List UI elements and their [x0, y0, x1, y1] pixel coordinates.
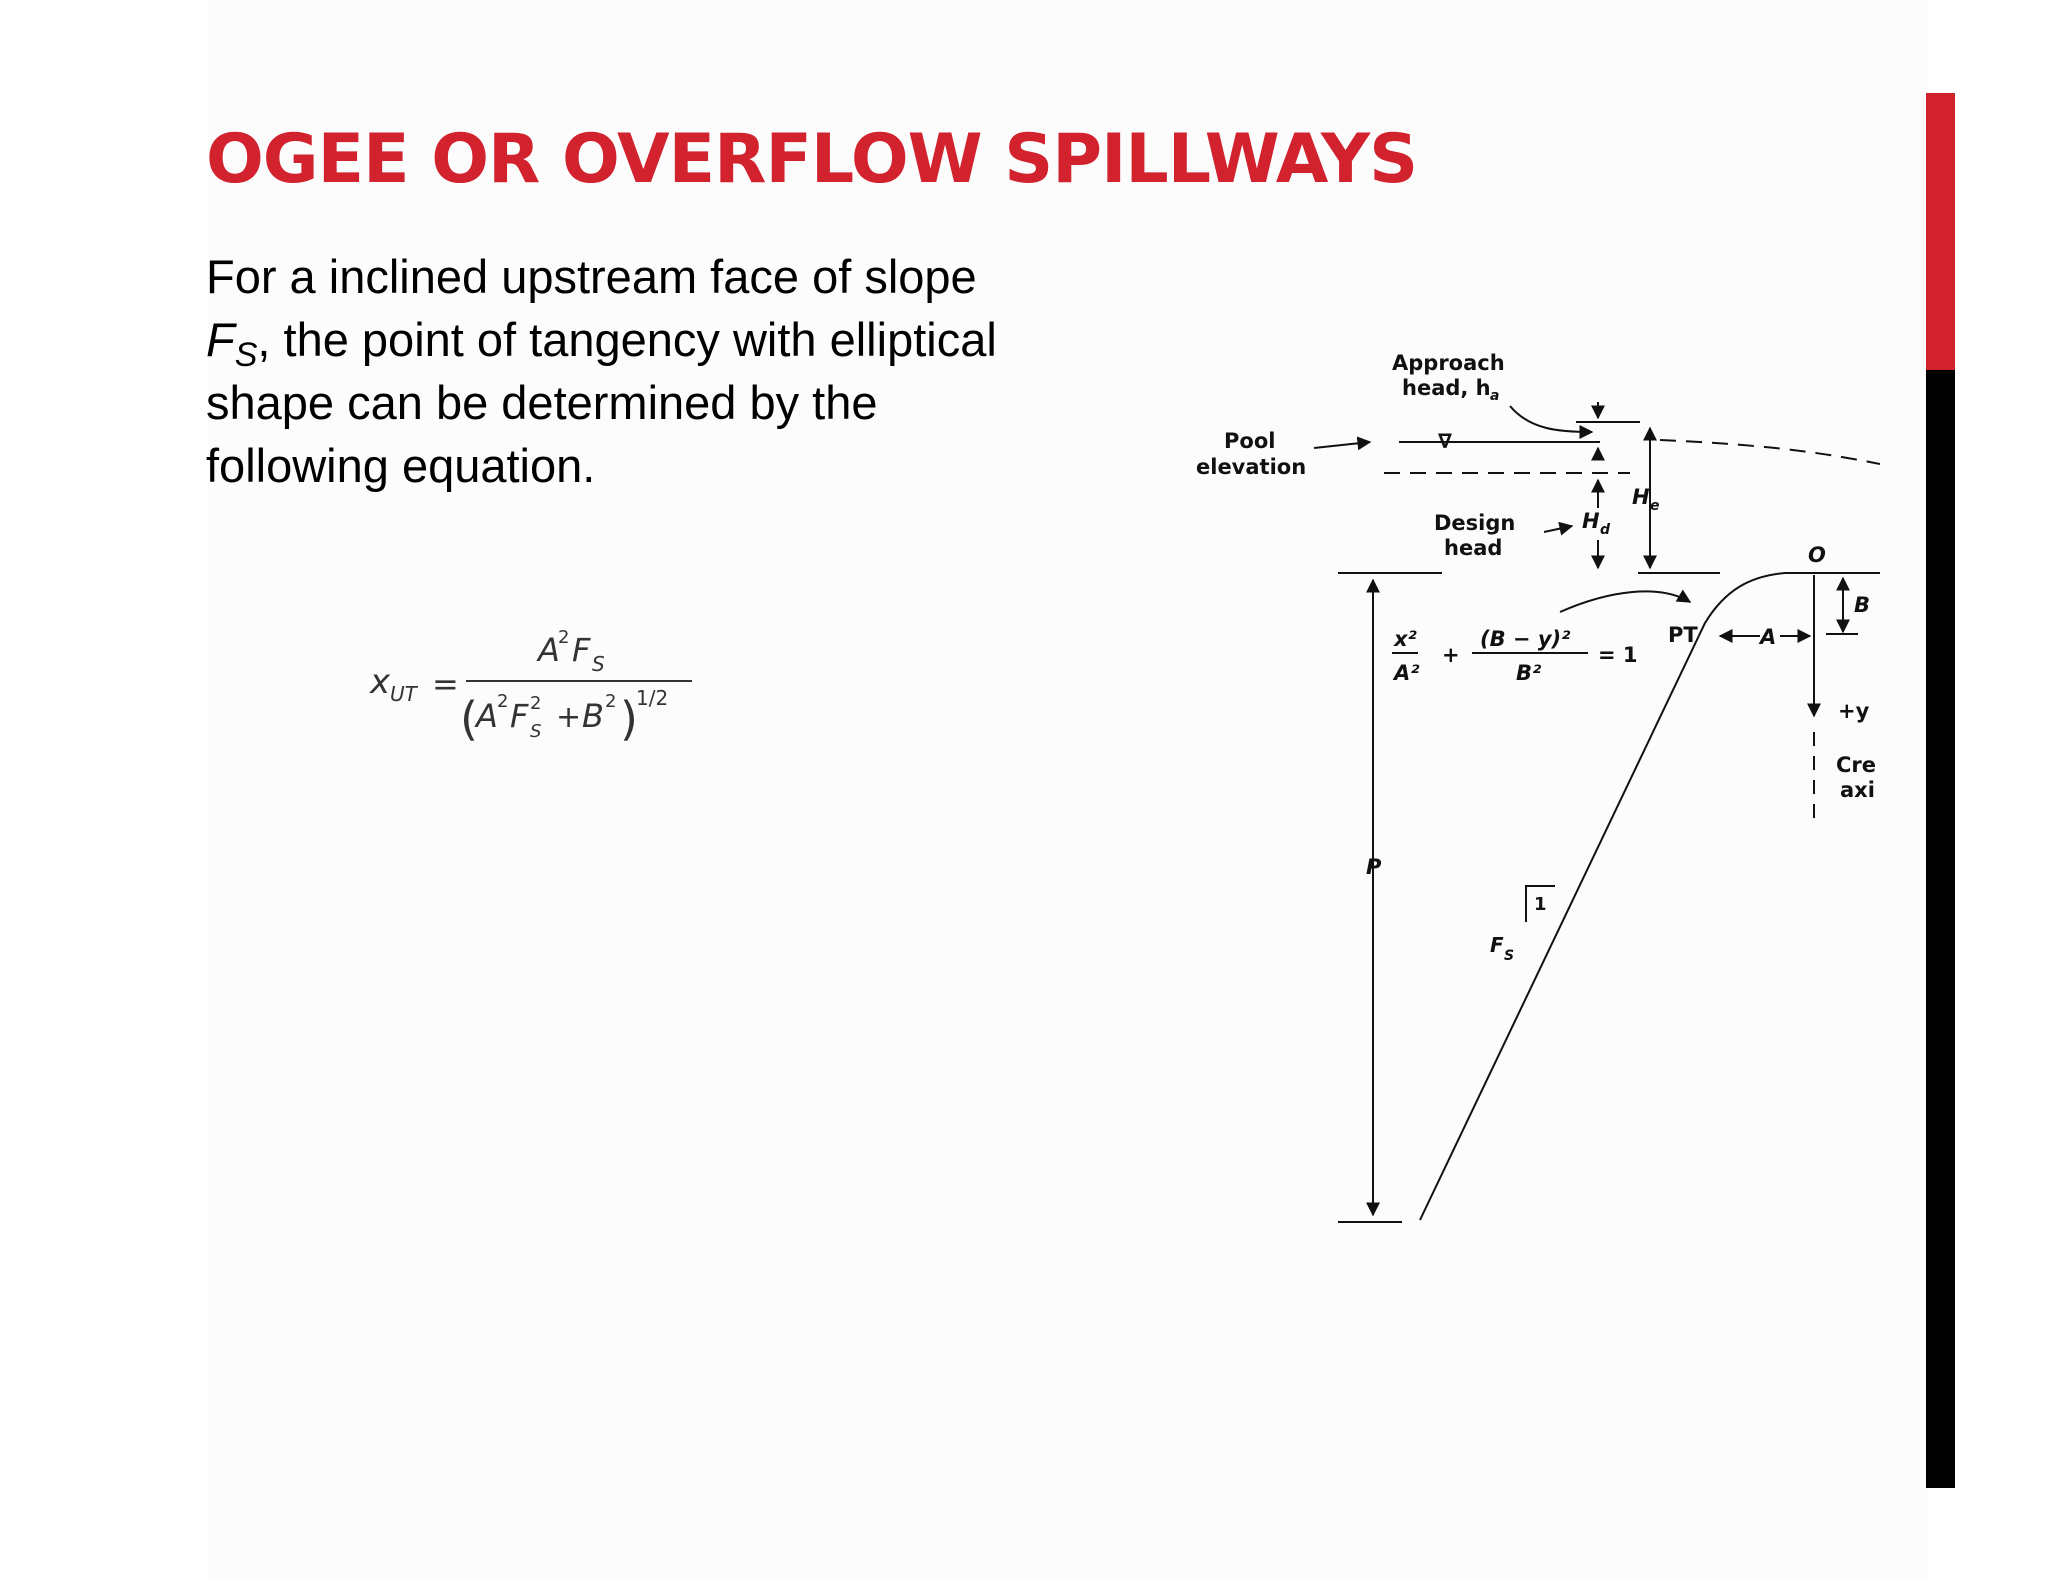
- eq-den-F: F: [510, 697, 529, 735]
- eq-den-A-exp: 2: [497, 691, 509, 712]
- eq-den-close: ): [620, 692, 638, 746]
- approach-label-1: Approach: [1392, 351, 1505, 375]
- eq-lhs-sub: UT: [390, 682, 417, 706]
- He-label: H: [1632, 485, 1650, 509]
- body-line-2: , the point of tangency with elliptical: [257, 313, 997, 366]
- crest-label-1: Cre: [1836, 753, 1877, 777]
- approach-label-2: head, h: [1402, 376, 1491, 400]
- PT-label: PT: [1668, 623, 1698, 647]
- origin-label: O: [1808, 543, 1826, 567]
- B-label: B: [1854, 593, 1871, 617]
- plus-y-label: +y: [1838, 699, 1870, 723]
- Hd-label: H: [1582, 509, 1600, 533]
- pool-elevation-arrow: [1314, 442, 1370, 448]
- side-accent-bar-black: [1926, 370, 1955, 1488]
- eq-den-A: A: [476, 697, 498, 735]
- eq-den-F-sup: 2: [530, 693, 542, 714]
- ellipse-plus: +: [1442, 643, 1460, 667]
- eq-den-B: B: [582, 697, 604, 735]
- pool-label-1: Pool: [1224, 429, 1276, 453]
- slope-1-label: 1: [1534, 894, 1547, 915]
- eq-num-sub: S: [592, 652, 605, 676]
- pool-label-2: elevation: [1196, 455, 1307, 479]
- eq-den-power: 1/2: [636, 686, 669, 710]
- design-head-arrow: [1544, 526, 1572, 532]
- eq-num-A: A: [538, 631, 560, 669]
- design-label-2: head: [1444, 536, 1503, 560]
- eq-den-B-exp: 2: [605, 691, 617, 712]
- slope-F-label: F: [1490, 933, 1504, 957]
- ellipse-eq1: = 1: [1598, 643, 1638, 667]
- body-fs-subscript: S: [234, 336, 258, 374]
- ellipse-x2: x²: [1394, 627, 1417, 651]
- eq-den-open: (: [460, 692, 478, 746]
- eq-den-plus: +: [556, 700, 582, 735]
- body-line-1: For a inclined upstream face of slope: [206, 250, 977, 303]
- design-label-1: Design: [1434, 511, 1516, 535]
- slide-title: OGEE OR OVERFLOW SPILLWAYS: [206, 120, 1418, 199]
- ellipse-A2: A²: [1394, 661, 1420, 685]
- ellipse-B2: B²: [1516, 661, 1542, 685]
- body-fs-letter: F: [206, 313, 235, 366]
- water-surface-symbol: ∇: [1438, 429, 1452, 453]
- He-sub: e: [1650, 498, 1660, 514]
- spillway-profile: [1420, 573, 1880, 1220]
- eq-den-F-sub: S: [530, 721, 542, 742]
- eq-num-F: F: [572, 631, 591, 669]
- A-label: A: [1760, 625, 1777, 649]
- tangency-equation: [360, 615, 720, 755]
- energy-line-dashed: [1660, 440, 1880, 464]
- P-label: P: [1366, 855, 1382, 879]
- ellipse-By: (B − y)²: [1480, 627, 1571, 651]
- ellipse-equation-arrow: [1560, 591, 1690, 612]
- approach-sub: a: [1490, 388, 1500, 404]
- body-fs-symbol: [206, 313, 258, 374]
- Hd-sub: d: [1600, 522, 1611, 538]
- eq-num-exp: 2: [558, 627, 570, 648]
- slope-F-sub: S: [1504, 948, 1515, 964]
- slide-body-text: [206, 245, 1106, 497]
- side-accent-bar-red: [1926, 93, 1955, 370]
- ogee-spillway-diagram: [1190, 340, 1880, 1240]
- approach-head-arrow: [1510, 406, 1592, 432]
- eq-equals: =: [432, 665, 459, 703]
- body-line-3: shape can be determined by the: [206, 376, 878, 429]
- eq-lhs-var: x: [370, 662, 391, 702]
- crest-label-2: axi: [1840, 778, 1875, 802]
- body-line-4: following equation.: [206, 439, 596, 492]
